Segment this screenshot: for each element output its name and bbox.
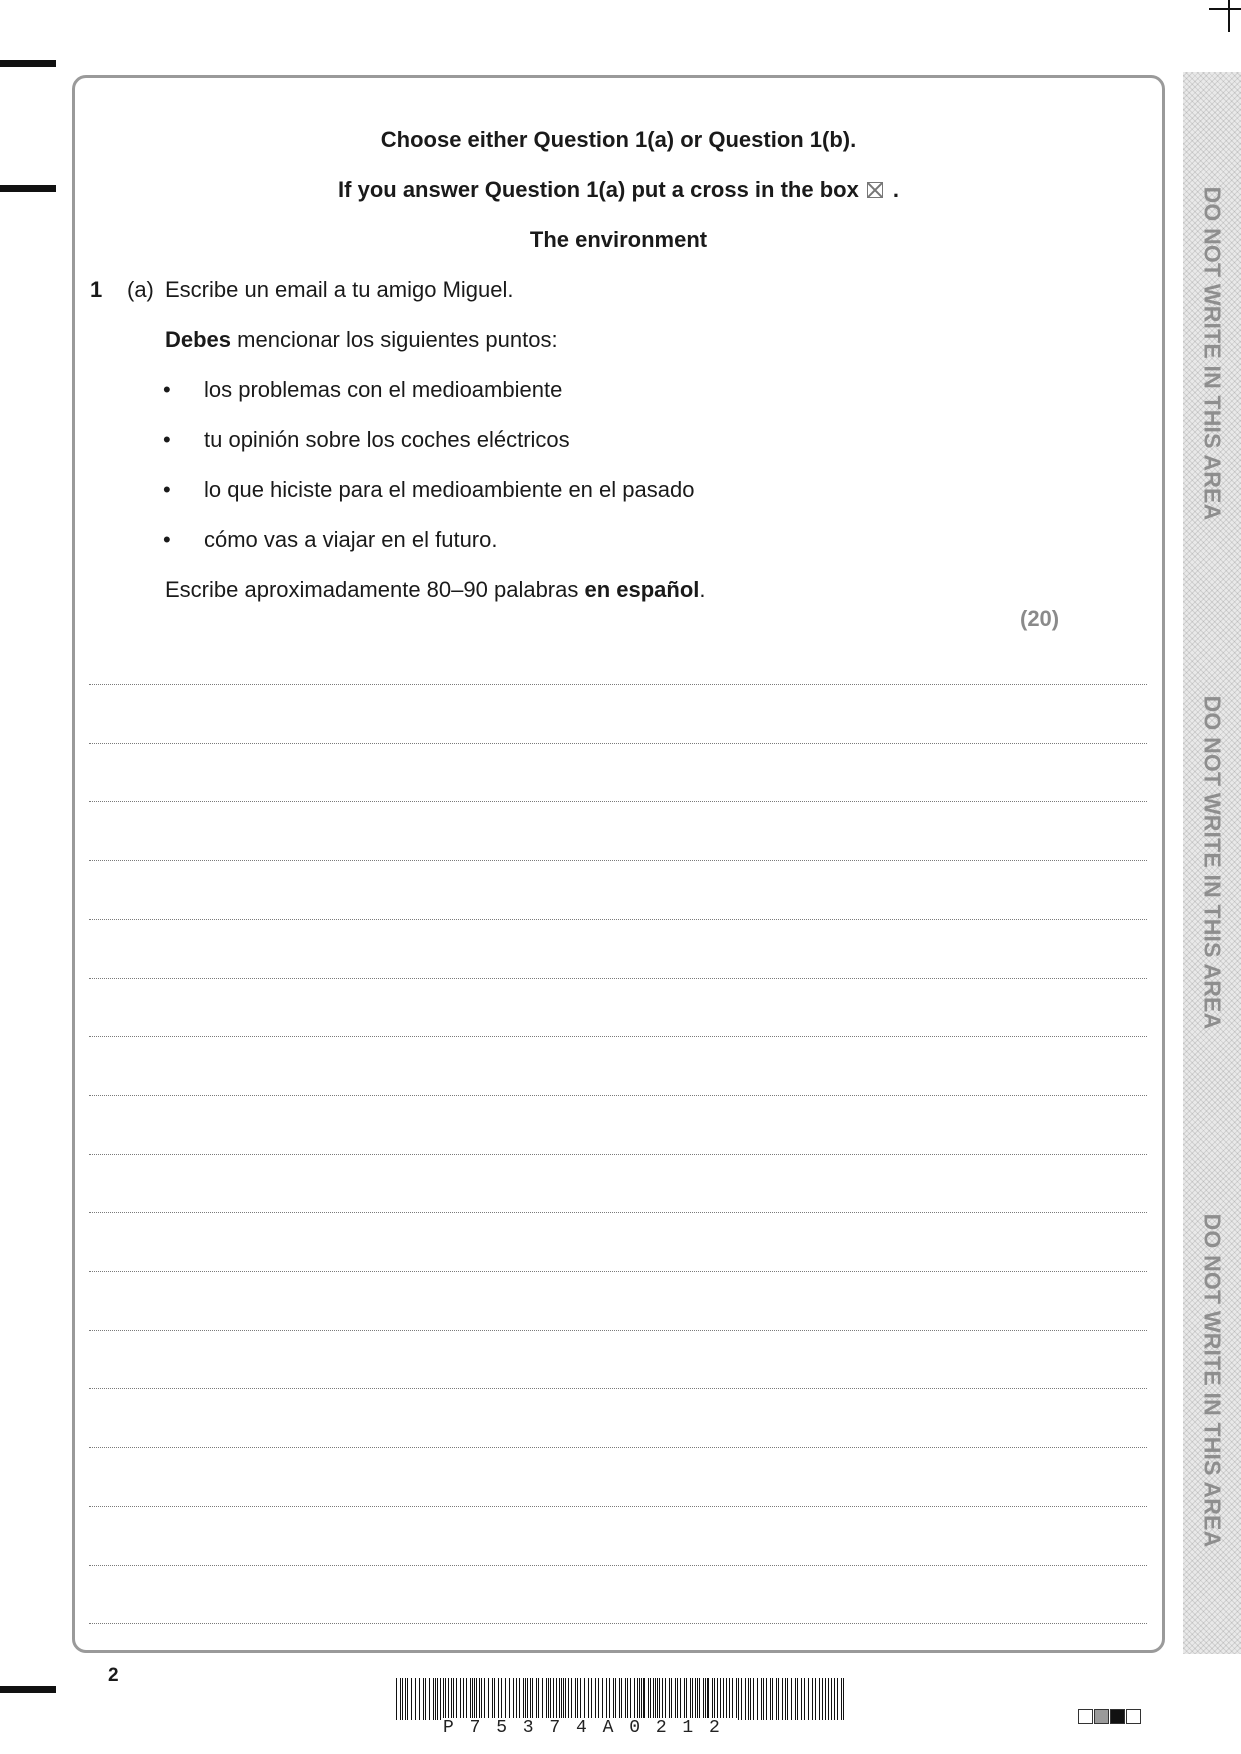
barcode-bar: [686, 1678, 687, 1720]
barcode-bar: [801, 1678, 802, 1720]
code-squares: [1078, 1709, 1141, 1724]
barcode-bar: [643, 1678, 645, 1720]
barcode-bar: [591, 1678, 592, 1720]
barcode-bar: [705, 1678, 706, 1720]
word-count-bold: en español: [584, 577, 700, 602]
barcode-bar: [492, 1678, 493, 1720]
barcode-bar: [669, 1678, 670, 1720]
barcode-bar: [440, 1678, 441, 1720]
barcode-bar: [429, 1678, 430, 1720]
barcode-bar: [474, 1678, 475, 1720]
barcode-bar: [753, 1678, 754, 1720]
answer-line[interactable]: [89, 919, 1147, 920]
barcode-bar: [825, 1678, 826, 1720]
barcode-bar: [812, 1678, 813, 1720]
barcode-bar: [516, 1678, 517, 1720]
barcode-bar: [423, 1678, 424, 1720]
barcode-bar: [703, 1678, 704, 1720]
barcode-bar: [677, 1678, 678, 1720]
barcode-bar: [451, 1678, 452, 1720]
barcode-bar: [819, 1678, 820, 1720]
barcode-bar: [828, 1678, 829, 1720]
barcode-bar: [782, 1678, 783, 1720]
barcode-bar: [556, 1678, 557, 1720]
answer-line[interactable]: [89, 684, 1147, 685]
cross-instruction: [72, 177, 1165, 203]
answer-line[interactable]: [89, 1212, 1147, 1213]
barcode-bar: [405, 1678, 406, 1720]
barcode-bar: [550, 1678, 551, 1720]
barcode-bar: [580, 1678, 581, 1720]
barcode-bar: [615, 1678, 616, 1720]
barcode-bar: [637, 1678, 638, 1720]
barcode-bar: [400, 1678, 401, 1720]
bullet-point: los problemas con el medioambiente: [204, 377, 563, 402]
barcode-bar: [484, 1678, 485, 1720]
barcode-bar: [822, 1678, 823, 1720]
answer-line[interactable]: [89, 860, 1147, 861]
barcode-bar: [460, 1678, 461, 1720]
answer-line[interactable]: [89, 978, 1147, 979]
barcode-bar: [785, 1678, 786, 1720]
barcode-bar: [525, 1678, 526, 1720]
barcode-bar: [472, 1678, 473, 1720]
barcode-bar: [527, 1678, 528, 1720]
barcode-bar: [513, 1678, 514, 1720]
barcode-bar: [606, 1678, 607, 1720]
bullet-point: cómo vas a viajar en el futuro.: [204, 527, 498, 552]
barcode-bar: [598, 1678, 599, 1720]
answer-frame: [72, 75, 1165, 1653]
barcode-bar: [396, 1678, 397, 1720]
answer-line[interactable]: [89, 1330, 1147, 1331]
barcode-bar: [505, 1678, 506, 1720]
bullet-icon: •: [163, 427, 171, 452]
bullet-icon: •: [163, 527, 171, 552]
barcode-bar: [481, 1678, 482, 1720]
answer-line[interactable]: [89, 1623, 1147, 1624]
barcode-bar: [648, 1678, 649, 1720]
barcode-bar: [523, 1678, 524, 1720]
barcode-bar: [571, 1678, 572, 1720]
barcode-bar: [834, 1678, 835, 1720]
barcode-bar: [470, 1678, 471, 1720]
answer-line[interactable]: [89, 1036, 1147, 1037]
barcode-bar: [766, 1678, 767, 1720]
barcode-bar: [732, 1678, 733, 1720]
barcode-bar: [729, 1678, 730, 1720]
code-square: [1126, 1709, 1141, 1724]
bullet-point: lo que hiciste para el medioambiente en el pasado: [204, 477, 695, 502]
barcode-bar: [699, 1678, 700, 1720]
barcode-bar: [714, 1678, 715, 1720]
barcode-bar: [772, 1678, 773, 1720]
barcode-bar: [456, 1678, 457, 1720]
barcode-bar: [639, 1678, 640, 1720]
barcode-bar: [548, 1678, 549, 1720]
barcode-bar: [453, 1678, 454, 1720]
barcode-bar: [692, 1678, 693, 1720]
barcode-bar: [625, 1678, 626, 1720]
barcode-bar: [602, 1678, 603, 1720]
question-number: 1: [90, 277, 103, 302]
barcode-bar: [641, 1678, 642, 1720]
barcode-bar: [776, 1678, 777, 1720]
barcode-bar: [695, 1678, 696, 1720]
barcode-bar: [563, 1678, 564, 1720]
barcode-bar: [831, 1678, 832, 1720]
barcode-bar: [697, 1678, 698, 1720]
barcode-bar: [575, 1678, 576, 1720]
barcode-bar: [712, 1678, 713, 1720]
barcode-bar: [588, 1678, 589, 1720]
barcode-bar: [634, 1678, 635, 1720]
answer-line[interactable]: [89, 1095, 1147, 1096]
barcode-bar: [837, 1678, 838, 1720]
barcode-bar: [530, 1678, 531, 1720]
barcode-bar: [402, 1678, 403, 1720]
barcode-bar: [419, 1678, 420, 1720]
barcode-bar: [736, 1678, 737, 1720]
barcode-bar: [568, 1678, 569, 1720]
barcode-bar: [519, 1678, 520, 1720]
word-count-text: Escribe aproximadamente 80–90 palabras: [165, 577, 585, 602]
barcode-bar: [559, 1678, 560, 1720]
answer-line[interactable]: [89, 1271, 1147, 1272]
barcode-bar: [577, 1678, 578, 1720]
barcode-bar: [680, 1678, 681, 1720]
barcode-bar: [411, 1678, 412, 1720]
barcode-bar: [808, 1678, 809, 1720]
barcode-bar: [437, 1678, 438, 1720]
barcode-bar: [659, 1678, 660, 1720]
code-square: [1110, 1709, 1125, 1724]
cross-instruction-text: If you answer Question 1(a) put a cross in the box: [338, 177, 859, 202]
barcode-bar: [770, 1678, 771, 1720]
barcode-bar: [804, 1678, 805, 1720]
word-count-end: .: [699, 577, 706, 602]
barcode-bar: [787, 1678, 788, 1720]
barcode-bar: [738, 1678, 739, 1720]
word-count-instruction: [165, 577, 706, 603]
cross-instruction-end: .: [892, 177, 899, 202]
crop-mark-vertical: [1228, 0, 1230, 32]
barcode-bar: [763, 1678, 764, 1720]
barcode-bar: [538, 1678, 539, 1720]
barcode-bar: [448, 1678, 449, 1720]
barcode-bar: [532, 1678, 533, 1720]
barcode-bar: [542, 1678, 543, 1720]
barcode-bar: [425, 1678, 426, 1720]
barcode-bar: [609, 1678, 610, 1720]
barcode-bar: [630, 1678, 631, 1720]
barcode-bar: [466, 1678, 467, 1720]
barcode-bar: [741, 1678, 742, 1720]
barcode-bar: [815, 1678, 816, 1720]
barcode-bar: [479, 1678, 480, 1720]
barcode-bar: [561, 1678, 562, 1720]
must-rest: mencionar los siguientes puntos:: [231, 327, 558, 352]
barcode-text: P75374A0212: [443, 1718, 736, 1738]
barcode-bar: [665, 1678, 666, 1720]
barcode-bar: [761, 1678, 762, 1720]
barcode-bar: [476, 1678, 477, 1720]
barcode-bar: [795, 1678, 796, 1720]
barcode-bar: [407, 1678, 408, 1720]
barcode-bar: [757, 1678, 758, 1720]
code-square: [1094, 1709, 1109, 1724]
crossed-box-icon: [867, 182, 883, 198]
barcode-bar: [707, 1678, 709, 1720]
answer-line[interactable]: [89, 1506, 1147, 1507]
answer-line[interactable]: [89, 801, 1147, 802]
bullet-point: tu opinión sobre los coches eléctricos: [204, 427, 570, 452]
answer-line[interactable]: [89, 1388, 1147, 1389]
barcode-bar: [494, 1678, 495, 1720]
barcode-bar: [797, 1678, 798, 1720]
margin-mark: [0, 60, 56, 67]
barcode-bar: [748, 1678, 749, 1720]
must-bold: Debes: [165, 327, 232, 352]
code-square: [1078, 1709, 1093, 1724]
do-not-write-label: DO NOT WRITE IN THIS AREA: [1199, 1213, 1226, 1548]
barcode-bar: [655, 1678, 656, 1720]
crop-mark-horizontal: [1209, 8, 1241, 10]
barcode-bar: [690, 1678, 691, 1720]
barcode-bar: [723, 1678, 724, 1720]
barcode-bar: [433, 1678, 434, 1720]
barcode-bar: [621, 1678, 622, 1720]
marks-label: (20): [1020, 606, 1060, 631]
barcode-bar: [463, 1678, 464, 1720]
barcode-bar: [584, 1678, 585, 1720]
margin-mark: [0, 185, 56, 192]
page-number: 2: [108, 1665, 119, 1686]
barcode-bar: [501, 1678, 502, 1720]
barcode-bar: [650, 1678, 651, 1720]
barcode-bar: [657, 1678, 658, 1720]
barcode-bar: [662, 1678, 663, 1720]
barcode-bar: [717, 1678, 718, 1720]
barcode-bar: [435, 1678, 436, 1720]
barcode-bar: [791, 1678, 792, 1720]
must-mention-line: [165, 327, 558, 353]
barcode-bar: [841, 1678, 842, 1720]
barcode-bar: [684, 1678, 685, 1720]
barcode-bar: [445, 1678, 446, 1720]
barcode-bar: [843, 1678, 844, 1720]
barcode-bar: [546, 1678, 547, 1720]
margin-mark: [0, 1686, 56, 1693]
choose-instruction: Choose either Question 1(a) or Question 1(b).: [380, 127, 857, 152]
barcode-bar: [613, 1678, 614, 1720]
barcode-bar: [745, 1678, 746, 1720]
barcode-bar: [778, 1678, 779, 1720]
barcode-bar: [565, 1678, 566, 1720]
barcode-bar: [653, 1678, 654, 1720]
bullet-icon: •: [163, 477, 171, 502]
question-prompt: Escribe un email a tu amigo Miguel.: [165, 277, 514, 302]
answer-line[interactable]: [89, 1447, 1147, 1448]
barcode-bar: [720, 1678, 721, 1720]
barcode-bar: [553, 1678, 554, 1720]
topic-heading: The environment: [529, 227, 708, 252]
answer-line[interactable]: [89, 1154, 1147, 1155]
barcode-bar: [443, 1678, 444, 1720]
barcode-bar: [619, 1678, 620, 1720]
barcode-bar: [509, 1678, 510, 1720]
barcode-bar: [750, 1678, 751, 1720]
answer-line[interactable]: [89, 1565, 1147, 1566]
barcode-bar: [675, 1678, 676, 1720]
answer-line[interactable]: [89, 743, 1147, 744]
barcode-bar: [595, 1678, 596, 1720]
barcode-bar: [726, 1678, 727, 1720]
barcode-bar: [536, 1678, 537, 1720]
question-part: (a): [127, 277, 154, 302]
do-not-write-label: DO NOT WRITE IN THIS AREA: [1199, 695, 1226, 1030]
barcode-bar: [627, 1678, 628, 1720]
do-not-write-label: DO NOT WRITE IN THIS AREA: [1199, 186, 1226, 521]
bullet-icon: •: [163, 377, 171, 402]
barcode-bar: [498, 1678, 499, 1720]
barcode-bar: [671, 1678, 672, 1720]
barcode-bar: [415, 1678, 416, 1720]
barcode-bar: [488, 1678, 489, 1720]
